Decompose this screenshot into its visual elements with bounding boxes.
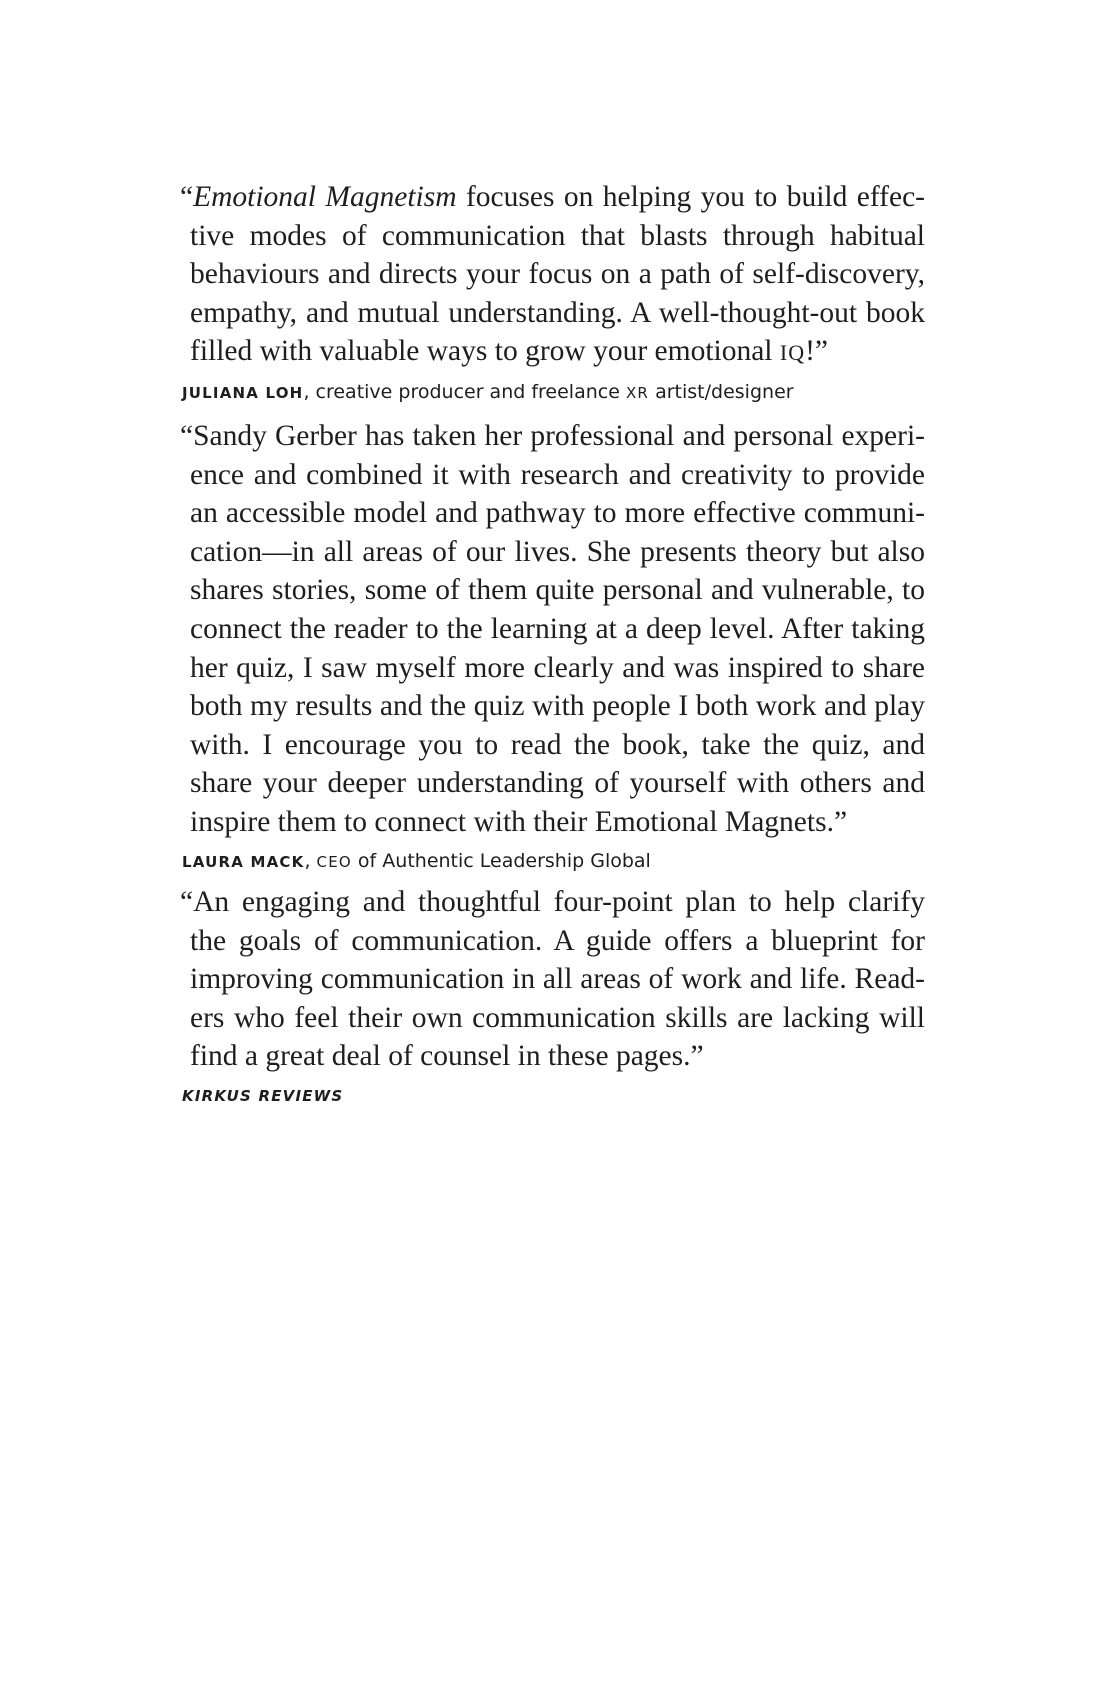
- quote-close-mark: !”: [805, 335, 829, 368]
- testimonial-quote: “Sandy Gerber has taken her professional and personal experience and combined it with research and creativity to provide an accessible model and pathway to more effective communication—in all areas of our lives. She presents theory but also shares stories, some of them quite personal and vulnerable, to connect the reader to the learning at a deep level. After taking her quiz, I saw myself more clearly and was inspired to share both my results and the quiz with people I both work and play with. I encourage you to read the book, take the quiz, and share your deeper understanding of yourself with others and inspire them to connect with their Emotional Magnets.”: [180, 420, 925, 838]
- testimonial-attribution: [182, 1082, 925, 1109]
- testimonial-quote: [180, 178, 925, 373]
- attribution-separator: ,: [304, 849, 317, 872]
- quote-open-mark: “: [180, 181, 194, 213]
- attribution-name: JULIANA LOH: [182, 383, 304, 402]
- testimonial-laura-mack: [180, 417, 925, 875]
- attribution-role-rest: of Authentic Leadership Global: [351, 849, 651, 872]
- quote-body: focuses on helping you to build effective modes of communication that blasts through habitual behaviours and directs your focus on a path of self-discovery, empathy, and mutual understanding. A well-thought-out book filled with valuable ways to grow your emotional: [190, 181, 925, 368]
- testimonial-kirkus-reviews: [180, 883, 925, 1109]
- testimonial-attribution: [182, 379, 925, 406]
- attribution-role-abbreviation: CEO: [316, 852, 352, 871]
- book-title: Emotional Magnetism: [193, 181, 457, 213]
- attribution-role-rest: artist/designer: [649, 380, 794, 403]
- quote-abbreviation: IQ: [779, 340, 806, 366]
- attribution-name: LAURA MACK: [182, 852, 305, 871]
- testimonial-quote: “An engaging and thoughtful four-point plan to help clarify the goals of communication. A guide offers a blueprint for improving communication in all areas of work and life. Readers who feel their own communication skills are lacking will find a great deal of counsel in these pages.”: [180, 886, 925, 1073]
- attribution-role-abbreviation: XR: [625, 383, 650, 402]
- testimonial-attribution: [182, 848, 925, 875]
- attribution-name: KIRKUS REVIEWS: [182, 1086, 344, 1105]
- testimonial-juliana-loh: [180, 178, 925, 406]
- attribution-role: , creative producer and freelance: [303, 380, 626, 403]
